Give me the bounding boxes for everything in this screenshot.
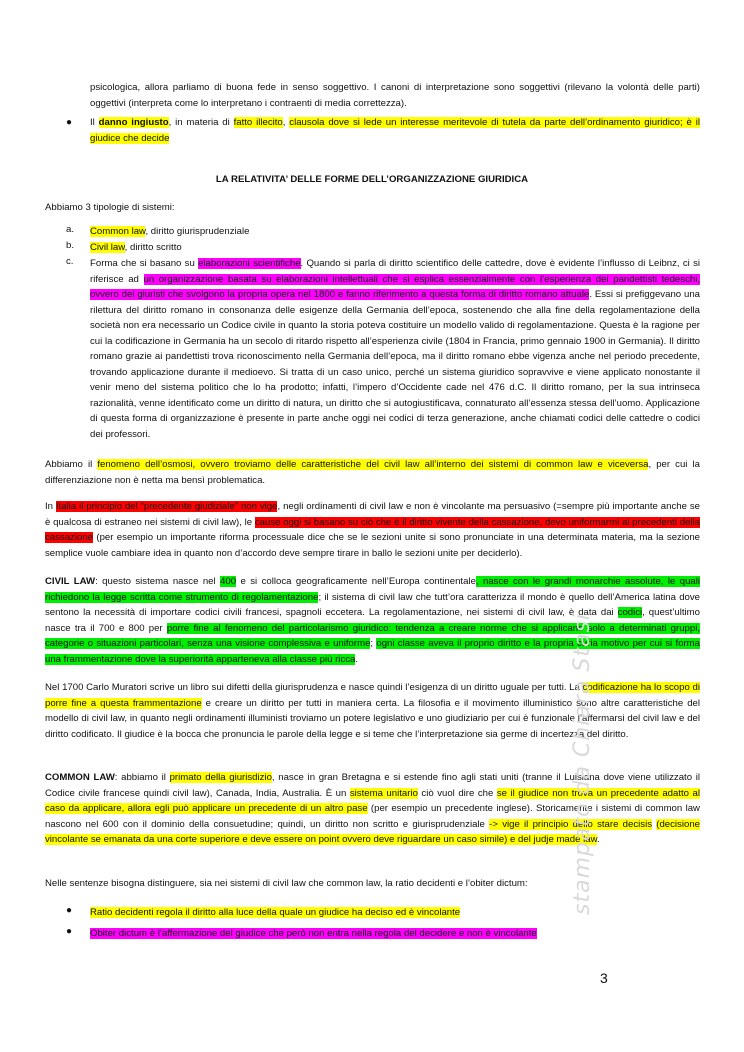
highlight: fenomeno dell’osmosi, ovvero troviamo delle caratteristiche del civil law all’interno dei sistemi di common law e viceversa — [97, 459, 649, 470]
text: , negli ordinamenti di civil law e non è vincolante ma persuasivo (=sempre più importante anche se è qualcosa di estraneo nei sistemi di civil law), le — [45, 501, 700, 528]
text: , in materia di — [168, 117, 234, 128]
text: Abbiamo il — [45, 459, 98, 470]
intro-line-1: psicologica, allora parliamo di buona fede in senso soggettivo. I canoni di interpretazione sono soggettivi (rilevano la volontà delle parti) — [90, 82, 700, 93]
text: ciò vuol dire che — [417, 787, 497, 799]
highlight: Italia il principio del “precedente giudiziale” non vige — [55, 501, 278, 512]
text: . — [355, 653, 359, 665]
text: . Essi si prefiggevano una rilettura del diritto romano in consonanza delle esigenze della Germania dell’epoca, sostenendo che alla fine della regolamentazione della società non era necessario un Codice civile in quanto la storia poteva costituire un modello valido di regolamentazione. Questa è la ragione per cui la codificazione in Germania ha un secolo di ritardo rispetto all’esperienza civile (1804 in Francia, primo gennaio 1900 in Germania). Il diritto romano grazie ai pandettisti trova riconoscimento nella Germania dell’epoca, ma il diritto romano ebbe vigenza anche nel periodo precedente, trovando applicazione durante il medioevo. Si tratta di un caso unico, perché un sistema giuridico sopravvive e viene applicato nonostante il venir meno del sistema politico che lo ha prodotto; infatti, l’impero d’Occidente cade nel 476 d.C. Il diritto romano, per la sua intrinseca razionalità, venne identificato come un diritto di natura, un diritto che si autogiustificava, connaturato all’essenza stessa dell’uomo. Applicazione di questa forma di organizzazione è presente in parte anche oggi nei codici di terza generazione, anche chiamati codici delle cattedre o codici dei professori. — [90, 289, 700, 440]
text: In — [45, 501, 56, 512]
bullet-icon: ● — [66, 926, 73, 937]
highlight: elaborazioni scientifiche — [198, 258, 301, 269]
danno-ingiusto-term: danno ingiusto — [98, 117, 169, 128]
ratio-item — [90, 905, 700, 921]
page-number: 3 — [600, 970, 608, 986]
list-marker: b. — [66, 240, 75, 251]
text: Nel 1700 Carlo Muratori scrive un libro sui difetti della giurisprudenza e nasce quindi l’esigenza di un diritto uguale per tutti. La — [45, 682, 583, 693]
text: e si colloca geograficamente nell’Europa continentale — [236, 576, 476, 587]
highlight: -> vige il principio dello stare decisis — [489, 818, 652, 830]
highlight: codificazione ha lo scopo di porre fine a questa frammentazione — [45, 682, 700, 709]
intro-line-2: oggettivi (interpreta come lo interpretano i contraenti di media correttezza). — [90, 97, 407, 109]
text: , — [282, 117, 290, 128]
text: . — [596, 834, 600, 845]
text: , quest’ultimo nasce tra il 700 e 800 per — [45, 607, 700, 634]
text: , diritto scritto — [124, 242, 182, 253]
highlight: porre fine al fenomeno del particolarismo giuridico: tendenza a creare norme che si applicano solo a determinati gruppi, categorie o situazioni particolari, senza una visione complessiva e uniforme — [45, 622, 700, 649]
common-law-paragraph — [45, 770, 700, 848]
list-marker: a. — [66, 224, 75, 235]
text: e creare un diritto per tutti in maniera certa. La filosofia e il movimento illuministico sono altre caratteristiche del modello di civil law, in quanto negli ordinamenti illuministi troviamo un potere legislativo e uno giudiziario per cui è funzionale l’affermarsi del civil law e del diritto codificato. Il giudice è la bocca che pronuncia le parole della legge e si teme che l’interpretazione sia germe di incertezza del diritto. — [45, 697, 700, 740]
text: , nasce in gran Bretagna e si estende fino agli stati uniti (tranne il Luisiana dove viene utilizzato il Codice civile francese quindi civil law), Canada, India, Australia. È un — [45, 772, 700, 799]
systems-intro: Abbiamo 3 tipologie di sistemi: — [45, 202, 175, 213]
text: : questo sistema nasce nel — [95, 576, 221, 587]
common-law-label: COMMON LAW — [45, 772, 115, 783]
watermark: stampato da Chiara Stasi — [570, 612, 595, 915]
highlight: (decisione vincolante se emanata da una corte superiore e deve essere on point ovvero deve riguardare un caso simile) e del judje made law — [45, 818, 700, 845]
text: Il — [90, 117, 99, 128]
italia-paragraph — [45, 499, 700, 561]
highlight: un organizzazione basata su elaborazioni intellettuali che si esplica essenzialmente con l’esperienza dei pandettisti tedeschi, ovvero dei giuristi che svolgono la propria opera nel 1800 e fanno riferimento a questa forma di diritto romano attuale — [90, 273, 700, 300]
section-heading: LA RELATIVITA’ DELLE FORME DELL’ORGANIZZAZIONE GIURIDICA — [215, 174, 529, 185]
text: , diritto giurisprudenziale — [145, 226, 250, 237]
text: (per esempio un precedente inglese). Storicamente i sistemi di common law nascono nel 600 con il dominio della consuetudine; quindi, un diritto non scritto e giurisprudenziale — [45, 803, 700, 830]
intro-paragraph — [90, 80, 700, 111]
list-item-civil-law — [90, 240, 700, 256]
highlight: , nasce con le grandi monarchie assolute, le quali richiedono la legge scritta come strumento di regolamentazione — [45, 576, 701, 603]
text: ; — [370, 638, 377, 649]
text: . Quando si parla di diritto scientifico delle cattedre, dove è evidente l’influsso di Leibnz, ci si riferisce ad — [90, 258, 700, 285]
highlight: cause oggi si basano su ciò che è il diritto vivente della cassazione, devo uniformarmi ai precedenti della cassazione — [45, 516, 700, 543]
highlight: ogni classe aveva il proprio diritto e la propria curia motivo per cui si forma una frammentazione dove la superiorità apparteneva alla classe più ricca — [45, 638, 700, 665]
list-marker: c. — [66, 256, 74, 267]
muratori-paragraph — [45, 680, 700, 742]
highlight: Obiter dictum è l’affermazione del giudice che però non entra nella regola del decidere e non è vincolante — [90, 928, 537, 939]
civil-law-paragraph — [45, 574, 700, 667]
bullet-icon: ● — [66, 117, 73, 128]
ratio-intro: Nelle sentenze bisogna distinguere, sia nei sistemi di civil law che common law, la ratio decidenti e l’obiter dictum: — [45, 878, 528, 889]
text: Forma che si basano su — [90, 258, 199, 269]
highlight: Ratio decidenti regola il diritto alla luce della quale un giudice ha deciso ed è vincolante — [90, 907, 461, 918]
obiter-item — [90, 926, 700, 942]
highlight: clausola dove si lede un interesse meritevole di tutela da parte dell’ordinamento giuridico; è il giudice che decide — [90, 117, 700, 144]
list-item-common-law — [90, 224, 700, 240]
text: (per esempio un importante riforma processuale dice che se le sezioni unite si sono pronunciate in una determinata materia, ma la sezione semplice vuole cambiare idea in quanto non d’accordo deve sempre tirare in ballo le sezioni unite per deciderlo). — [45, 532, 700, 559]
highlight: Common law — [90, 226, 146, 237]
danno-ingiusto-item — [90, 115, 700, 146]
civil-law-label: CIVIL LAW — [45, 576, 96, 587]
highlight: Civil law — [90, 242, 125, 253]
highlight: se il giudice non trova un precedente adatto al caso da applicare, allora egli può applicare un precedente di un altro pase — [45, 787, 700, 814]
list-item-scientific — [90, 256, 700, 442]
highlight: fatto illecito — [233, 117, 283, 128]
highlight: sistema unitario — [349, 787, 418, 799]
highlight: codici — [617, 607, 643, 618]
osmosi-paragraph — [45, 457, 700, 488]
text: : abbiamo il — [114, 772, 170, 783]
text: ; il sistema di civil law che tutt’ora caratterizza il mondo è quello dell’America latina dove sentono la necessità di importare codici civili francesi, spagnoli eccetera. La regolamentazione, nei sistemi di civil law, è data dai — [45, 591, 700, 618]
text: , per cui la differenziazione non è netta ma bensì problematica. — [45, 459, 700, 486]
highlight: primato della giurisdizio — [169, 772, 272, 783]
highlight: 400 — [220, 576, 237, 587]
bullet-icon: ● — [66, 905, 73, 916]
